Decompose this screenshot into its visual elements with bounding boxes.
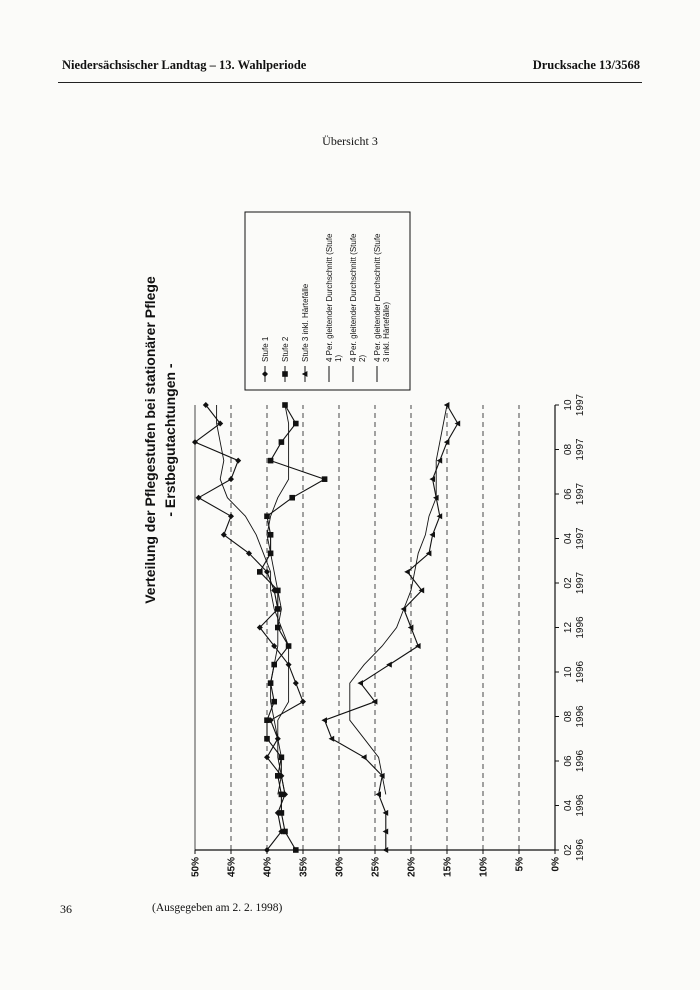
triangle-marker — [429, 476, 435, 482]
square-marker — [257, 569, 263, 575]
square-marker — [275, 773, 281, 779]
square-marker — [275, 606, 281, 612]
square-marker — [279, 810, 285, 816]
triangle-marker — [361, 754, 367, 760]
legend — [245, 212, 410, 390]
legend-label-line: 3 inkl. Härtefälle) — [382, 301, 391, 362]
diamond-marker — [235, 458, 241, 464]
square-marker — [268, 458, 274, 464]
diamond-marker — [228, 476, 234, 482]
y-tick-label: 0% — [550, 857, 562, 872]
y-tick-label: 50% — [190, 857, 202, 878]
plot-area — [191, 393, 587, 877]
square-marker — [268, 532, 274, 538]
square-marker — [282, 829, 288, 835]
y-tick-label: 5% — [514, 857, 526, 872]
overview-label: Übersicht 3 — [322, 134, 378, 148]
square-marker — [282, 371, 288, 377]
y-tick-label: 25% — [370, 857, 382, 878]
legend-label-line: 4 Per. gleitender Durchschnitt (Stufe — [373, 233, 382, 362]
footer-note: (Ausgegeben am 2. 2. 1998) — [152, 902, 283, 914]
y-tick-label: 30% — [334, 857, 346, 878]
page-number: 36 — [60, 902, 72, 916]
x-tick-label-year: 1996 — [575, 705, 586, 728]
square-marker — [279, 792, 285, 798]
square-marker — [322, 476, 328, 482]
y-tick-label: 15% — [442, 857, 454, 878]
series-line — [260, 405, 325, 850]
x-tick-label-year: 1997 — [575, 393, 586, 417]
x-tick-label-month: 08 — [563, 443, 574, 456]
legend-label-line: 2) — [358, 354, 367, 362]
x-tick-label-year: 1996 — [575, 794, 586, 817]
x-tick-label-month: 02 — [563, 577, 574, 589]
chart-subtitle: - Erstbegutachtungen - — [162, 363, 178, 517]
x-tick-label-month: 12 — [563, 621, 574, 634]
square-marker — [264, 513, 270, 519]
triangle-marker — [321, 717, 327, 723]
x-tick-label-year: 1996 — [575, 838, 586, 862]
square-marker — [289, 495, 295, 501]
legend-label-line: 1) — [334, 354, 343, 362]
x-tick-label-month: 06 — [563, 488, 574, 500]
x-tick-label-year: 1997 — [575, 482, 586, 506]
x-tick-label-year: 1996 — [575, 616, 586, 639]
legend-label: Stufe 3 inkl. Härtefälle — [301, 283, 310, 362]
y-tick-label: 35% — [298, 857, 310, 878]
triangle-marker — [455, 421, 461, 427]
x-tick-label-year: 1997 — [575, 571, 586, 595]
legend-label: Stufe 1 — [261, 336, 270, 362]
x-tick-label-month: 10 — [563, 399, 574, 411]
square-marker — [293, 847, 299, 853]
x-tick-label-month: 04 — [563, 799, 574, 812]
y-tick-label: 40% — [262, 857, 274, 878]
series-3 — [321, 402, 460, 853]
x-tick-label-year: 1997 — [575, 527, 586, 550]
x-tick-label-month: 04 — [563, 532, 574, 545]
diamond-marker — [228, 513, 234, 519]
square-marker — [293, 421, 299, 427]
y-tick-label: 20% — [406, 857, 418, 878]
chart-rotated-group — [142, 212, 586, 877]
diamond-marker — [196, 495, 202, 501]
square-marker — [264, 736, 270, 742]
diamond-marker — [293, 680, 299, 686]
series-line — [325, 405, 458, 850]
diamond-marker — [300, 699, 306, 705]
x-tick-label-month: 10 — [563, 666, 574, 678]
legend-label-line: 4 Per. gleitender Durchschnitt (Stufe — [349, 233, 358, 362]
series-line — [195, 405, 303, 850]
x-tick-label-month: 06 — [563, 755, 574, 767]
x-tick-label-month: 08 — [563, 710, 574, 723]
x-tick-label-month: 02 — [563, 844, 574, 856]
series-6 — [350, 405, 447, 794]
x-tick-label-year: 1997 — [575, 438, 586, 461]
y-tick-label: 10% — [478, 857, 490, 878]
series-line — [350, 405, 447, 794]
series-2 — [257, 402, 327, 853]
y-tick-label: 45% — [226, 857, 238, 878]
x-tick-label-year: 1996 — [575, 749, 586, 773]
triangle-marker — [404, 569, 410, 575]
header-right: Drucksache 13/3568 — [532, 58, 640, 72]
legend-label: Stufe 2 — [281, 336, 290, 362]
legend-label-line: 4 Per. gleitender Durchschnitt (Stufe — [325, 233, 334, 362]
chart-title: Verteilung der Pflegestufen bei stationärer Pflege — [142, 276, 158, 604]
x-tick-label-year: 1996 — [575, 660, 586, 684]
triangle-marker — [375, 791, 381, 797]
square-marker — [271, 699, 277, 705]
square-marker — [279, 439, 285, 445]
triangle-marker — [357, 680, 363, 686]
header-left: Niedersächsischer Landtag – 13. Wahlperiode — [62, 58, 307, 72]
square-marker — [264, 717, 270, 723]
